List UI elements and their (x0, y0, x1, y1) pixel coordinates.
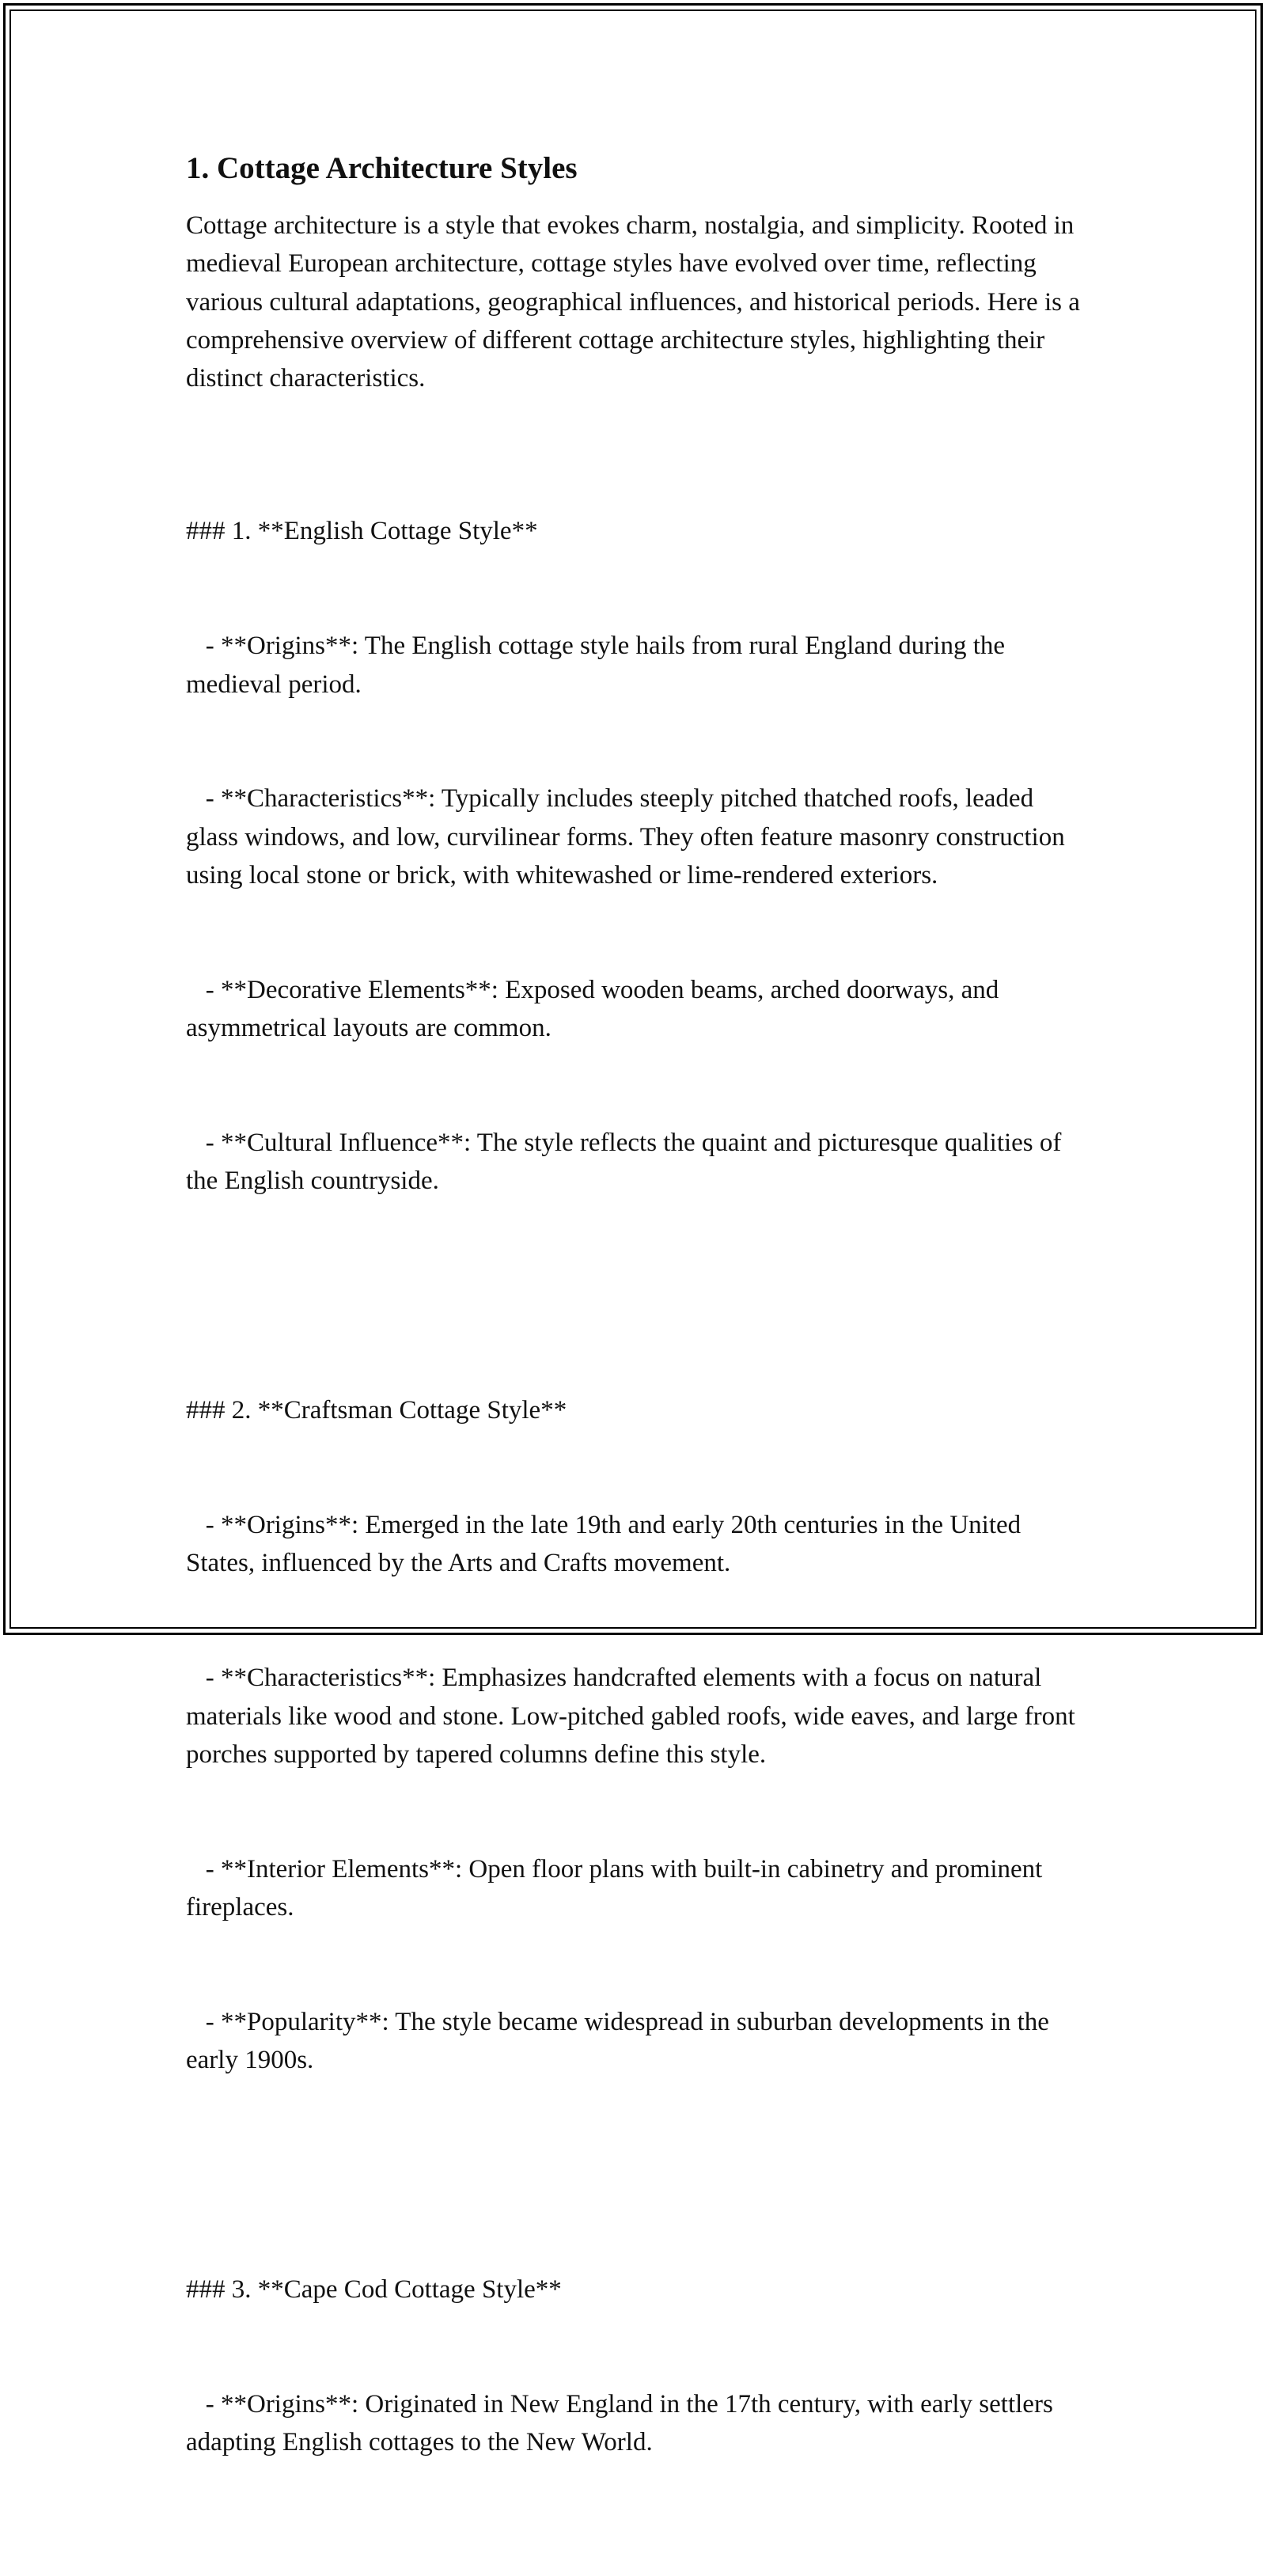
document-body (186, 146, 1087, 2576)
list-item: - **Cultural Influence**: The style reflects the quaint and picturesque qualities of the English countryside. (186, 1129, 1068, 1196)
intro-paragraph: Cottage architecture is a style that evokes charm, nostalgia, and simplicity. Rooted in medieval European architecture, cottage styles have evolved over time, reflecting various cultural adaptations, geographical influences, and historical periods. Here is a comprehensive overview of different cottage architecture styles, highlighting their distinct characteristics. (186, 211, 1087, 393)
list-item: - **Characteristics**: Emphasizes handcrafted elements with a focus on natural materials like wood and stone. Low-pitched gabled roofs, wide eaves, and large front porches supported by tapered columns define this style. (186, 1664, 1082, 1769)
list-item: - **Popularity**: The style became widespread in suburban developments in the early 1900s. (186, 2007, 1056, 2075)
section-craftsman-cottage (186, 1315, 1080, 2157)
section-english-cottage (186, 436, 1080, 1277)
section-heading: ### 3. **Cape Cod Cottage Style** (186, 2275, 562, 2305)
document-title: 1. Cottage Architecture Styles (186, 151, 578, 185)
list-item: - **Decorative Elements**: Exposed wooden beams, arched doorways, and asymmetrical layouts are common. (186, 975, 1006, 1043)
list-item: - **Origins**: Originated in New England in the 17th century, with early settlers adapting English cottages to the New World. (186, 2389, 1060, 2457)
section-heading: ### 1. **English Cottage Style** (186, 517, 538, 546)
section-heading: ### 2. **Craftsman Cottage Style** (186, 1396, 567, 1425)
section-cape-cod-cottage (186, 2194, 1080, 2538)
list-item: - **Origins**: The English cottage style hails from rural England during the medieval period. (186, 632, 1012, 699)
list-item: - **Interior Elements**: Open floor plans with built-in cabinetry and prominent fireplaces. (186, 1854, 1049, 1922)
list-item: - **Characteristics**: Typically includes steeply pitched thatched roofs, leaded glass windows, and low, curvilinear forms. They often feature masonry construction using local stone or brick, with whitewashed or lime-rendered exteriors. (186, 784, 1071, 890)
list-item: - **Origins**: Emerged in the late 19th and early 20th centuries in the United States, influenced by the Arts and Crafts movement. (186, 1511, 1028, 1578)
